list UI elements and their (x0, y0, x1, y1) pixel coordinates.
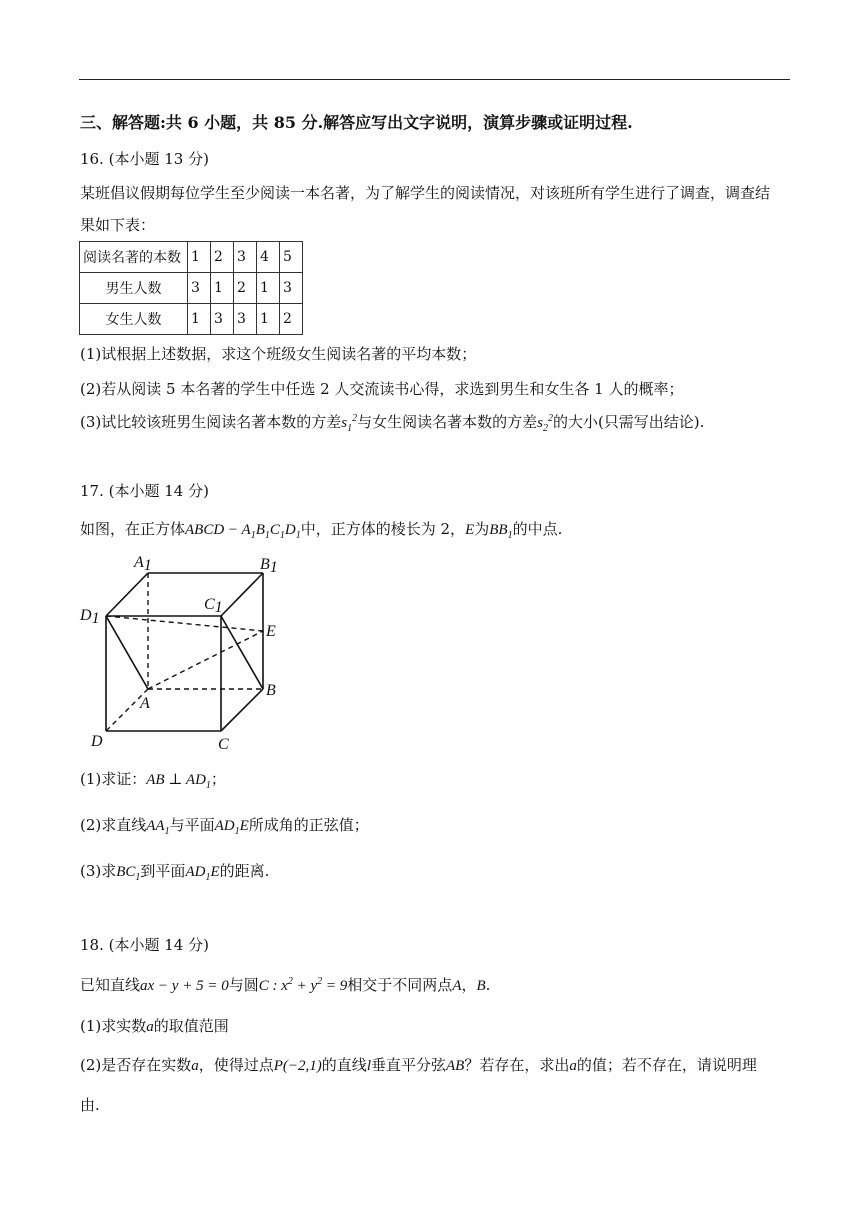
table-cell: 1 (211, 273, 234, 304)
plane-ad1e: $AD_1E$ (185, 864, 220, 883)
q17-part1: (1)求证：AB ⊥ $AD_1$； (80, 770, 226, 791)
edge-b1c1 (221, 573, 263, 616)
line-equation: ax − y + 5 = 0 (140, 978, 229, 994)
section-header: 三、解答题:共 6 小题，共 85 分.解答应写出文字说明，演算步骤或证明过程. (80, 113, 633, 132)
q17-part3: (3)求$BC_1$到平面$AD_1E$的距离. (80, 862, 270, 883)
q17-intro: 如图，在正方体ABCD − $A_1B_1C_1D_1$中，正方体的棱长为 2，E为$BB_1$的中点. (80, 520, 563, 541)
q16-header: 16. (本小题 13 分) (80, 150, 209, 168)
line-aa1: $AA_1$ (146, 818, 170, 837)
table-row (80, 242, 303, 273)
q16-part3: (3)试比较该班男生阅读名著本数的方差$s_1^2$与女生阅读名著本数的方差$s_2^2$的大小(只需写出结论). (80, 413, 705, 434)
label-D1: D1 (80, 607, 100, 627)
edge-cb (221, 689, 263, 731)
label-A: A (140, 695, 150, 712)
table-cell: 2 (280, 304, 303, 335)
q18-part2-line1: (2)是否存在实数a，使得过点P(−2,1)的直线l垂直平分弦AB？若存在，求出a的值；若不存在，请说明理 (80, 1056, 757, 1074)
segment-d1a (106, 616, 148, 689)
variance-girls: $s_2^2$ (537, 413, 553, 434)
label-D: D (91, 733, 103, 750)
q18-part2-line2: 由. (80, 1096, 100, 1114)
segment-d1e-hidden (106, 616, 263, 631)
table-cell: 3 (211, 304, 234, 335)
table-cell: 3 (280, 273, 303, 304)
row-label: 阅读名著的本数 (80, 242, 188, 273)
row-label: 男生人数 (80, 273, 188, 304)
circle-equation: C : $x^2 + y^2 = 9$ (258, 976, 348, 994)
label-B1: B1 (260, 556, 278, 576)
q18-part1: (1)求实数a的取值范围 (80, 1017, 229, 1035)
cube-figure (76, 548, 296, 753)
variance-boys: $s_1^2$ (341, 413, 358, 434)
row-label: 女生人数 (80, 304, 188, 335)
perp-statement: AB ⊥ $AD_1$ (146, 772, 211, 791)
edge-a1d1 (106, 573, 148, 616)
label-A1: A1 (134, 554, 152, 574)
plane-ad1e: $AD_1E$ (214, 818, 249, 837)
table-row (80, 304, 303, 335)
q16-intro-line1: 某班倡议假期每位学生至少阅读一本名著，为了解学生的阅读情况，对该班所有学生进行了调查，调查结 (80, 184, 771, 202)
q18-intro: 已知直线ax − y + 5 = 0与圆C : $x^2 + y^2 = 9$相交于不同两点A，B. (80, 976, 491, 994)
table-cell: 1 (257, 273, 280, 304)
table-cell: 3 (188, 273, 211, 304)
q18-header: 18. (本小题 14 分) (80, 936, 209, 954)
label-C1: C1 (204, 596, 223, 616)
line-bc1: $BC_1$ (116, 864, 141, 883)
label-C: C (218, 736, 229, 753)
edge-bb1: $BB_1$ (489, 522, 513, 541)
table-cell: 1 (257, 304, 280, 335)
table-cell: 3 (234, 242, 257, 273)
point-p: P(−2,1) (273, 1058, 322, 1074)
table-cell: 2 (211, 242, 234, 273)
q17-header: 17. (本小题 14 分) (80, 482, 209, 500)
table-cell: 2 (234, 273, 257, 304)
top-rule (79, 79, 790, 80)
table-cell: 1 (188, 242, 211, 273)
table-cell: 3 (234, 304, 257, 335)
q17-part2: (2)求直线$AA_1$与平面$AD_1E$所成角的正弦值； (80, 816, 369, 837)
reading-table (79, 241, 303, 335)
table-cell: 1 (188, 304, 211, 335)
label-E: E (266, 623, 276, 640)
label-B: B (266, 682, 276, 699)
table-row (80, 273, 303, 304)
table-cell: 4 (257, 242, 280, 273)
q16-part1: (1)试根据上述数据，求这个班级女生阅读名著的平均本数； (80, 345, 477, 363)
cube-name: ABCD − $A_1B_1C_1D_1$ (185, 522, 301, 541)
q16-intro-line2: 果如下表： (80, 216, 156, 234)
table-cell: 5 (280, 242, 303, 273)
q16-part2: (2)若从阅读 5 本名著的学生中任选 2 人交流读书心得，求选到男生和女生各 1 人的概率； (80, 380, 684, 398)
